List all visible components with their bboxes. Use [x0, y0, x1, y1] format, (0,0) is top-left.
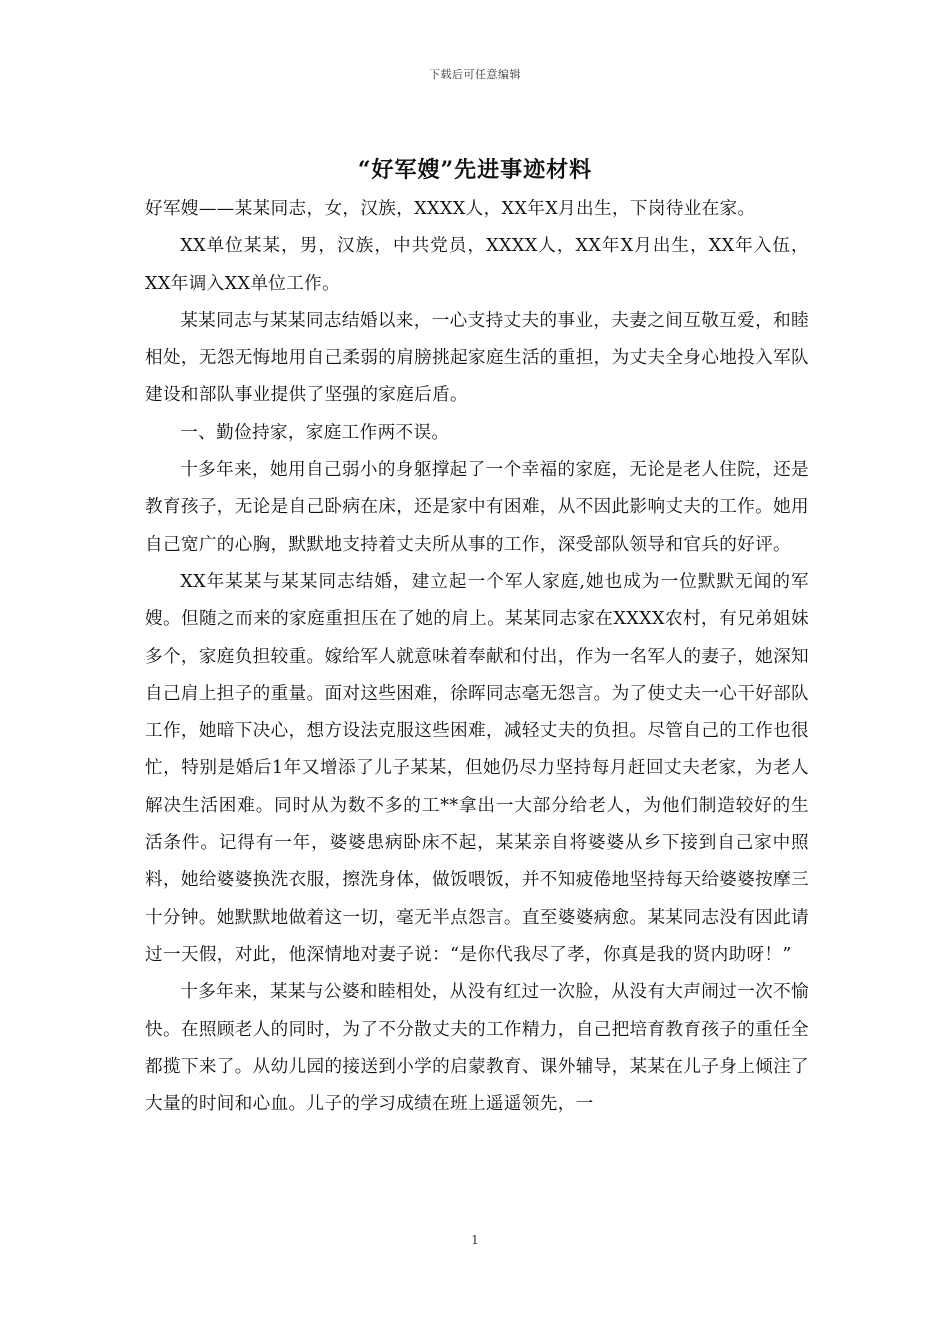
paragraph: 某某同志与某某同志结婚以来，一心支持丈夫的事业，夫妻之间互敬互爱，和睦相处，无怨无悔地用自己柔弱的肩膀挑起家庭生活的重担，为丈夫全身心地投入军队建设和部队事业提供了坚强的家庭后盾。: [145, 310, 809, 406]
paragraph-intro: 好军嫂——某某同志，女，汉族，XXXX人，XX年X月出生，下岗待业在家。: [145, 199, 756, 219]
paragraph: 十多年来，她用自己弱小的身躯撑起了一个幸福的家庭，无论是老人住院，还是教育孩子，无论是自己卧病在床，还是家中有困难，从不因此影响丈夫的工作。她用自己宽广的心胸，默默地支持着丈夫所从事的工作，深受部队领导和官兵的好评。: [145, 460, 809, 555]
section-heading: 一、勤俭持家，家庭工作两不误。: [180, 422, 450, 443]
paragraph: XX单位某某，男，汉族，中共党员，XXXX人，XX年X月出生，XX年入伍，XX年调入XX单位工作。: [145, 236, 809, 294]
header-note: 下载后可任意编辑: [429, 68, 521, 81]
document-body: [145, 191, 809, 1123]
paragraph: XX年某某与某某同志结婚，建立起一个军人家庭,她也成为一位默默无闻的军嫂。但随之而来的家庭重担压在了她的肩上。某某同志家在XXXX农村，有兄弟姐妹多个，家庭负担较重。嫁给军人就意味着奉献和付出，作为一名军人的妻子，她深知自己肩上担子的重量。面对这些困难，徐晖同志毫无怨言。为了使丈夫一心干好部队工作，她暗下决心，想方设法克服这些困难，减轻丈夫的负担。尽管自己的工作也很忙，特别是婚后1年又增添了儿子某某，但她仍尽力坚持每月赶回丈夫老家，为老人解决生活困难。同时从为数不多的工**拿出一大部分给老人，为他们制造较好的生活条件。记得有一年，婆婆患病卧床不起，某某亲自将婆婆从乡下接到自己家中照料，她给婆婆换洗衣服，擦洗身体，做饭喂饭，并不知疲倦地坚持每天给婆婆按摩三十分钟。她默默地做着这一切，毫无半点怨言。直至婆婆病愈。某某同志没有因此请过一天假，对此，他深情地对妻子说：“是你代我尽了孝，你真是我的贤内助呀！”: [145, 571, 809, 965]
paragraph: 十多年来，某某与公婆和睦相处，从没有红过一次脸，从没有大声闹过一次不愉快。在照顾老人的同时，为了不分散丈夫的工作精力，自己把培育教育孩子的重任全都揽下来了。从幼儿园的接送到小学的启蒙教育、课外辅导，某某在儿子身上倾注了大量的时间和心血。儿子的学习成绩在班上遥遥领先，一: [145, 982, 809, 1115]
document-title: “好军嫂”先进事迹材料: [357, 157, 593, 183]
page-number: 1: [471, 1233, 479, 1247]
